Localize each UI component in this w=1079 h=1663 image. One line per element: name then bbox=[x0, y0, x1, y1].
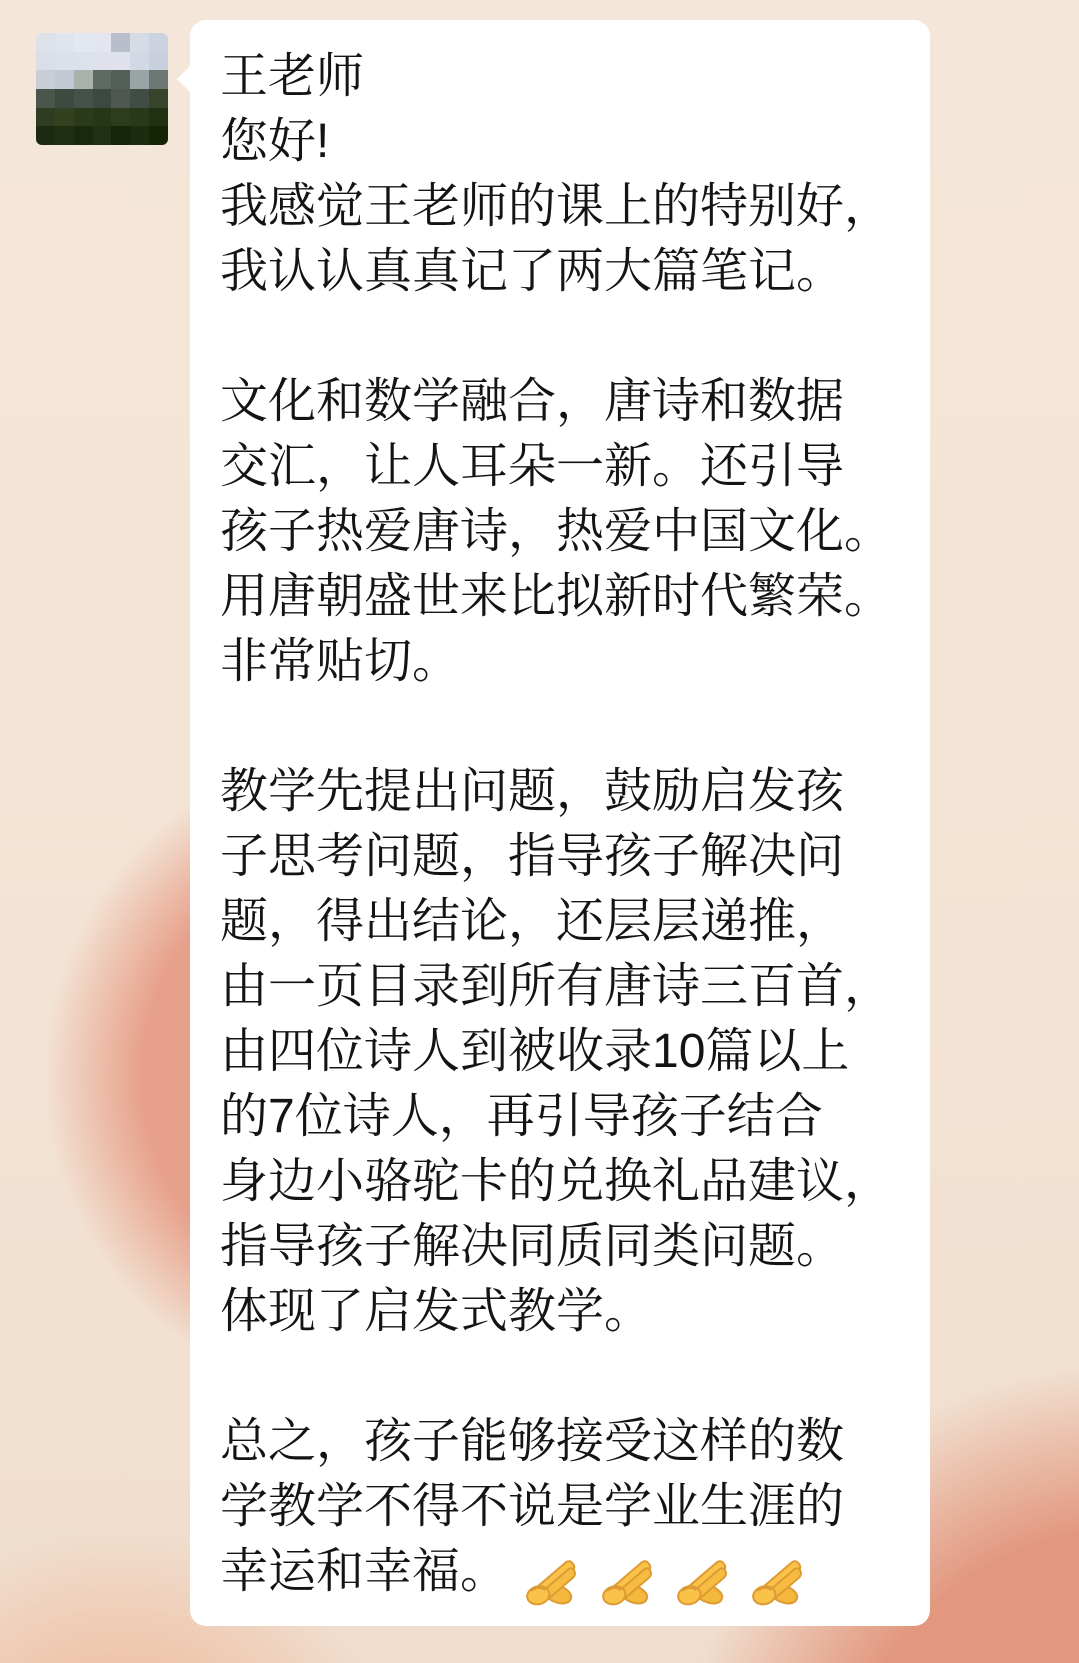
avatar-pixel bbox=[149, 52, 168, 71]
message-line bbox=[220, 1279, 902, 1344]
message-line bbox=[220, 1084, 902, 1149]
message-line-text: 指导孩子解决同质同类问题。 bbox=[220, 1220, 845, 1273]
folded-hands-emoji bbox=[674, 1554, 732, 1606]
message-line-text: 的7位诗人，再引导孩子结合 bbox=[220, 1090, 823, 1143]
avatar-pixel bbox=[36, 33, 55, 52]
avatar-pixel bbox=[149, 126, 168, 145]
message-line-text: 非常贴切。 bbox=[220, 635, 461, 688]
avatar-pixel bbox=[36, 89, 55, 108]
message-line bbox=[220, 1474, 902, 1539]
message-line-text: 体现了启发式教学。 bbox=[220, 1285, 653, 1338]
folded-hands-emoji bbox=[599, 1554, 657, 1606]
avatar-pixel bbox=[74, 52, 93, 71]
message-line-text: 我认认真真记了两大篇笔记。 bbox=[220, 245, 845, 298]
avatar-pixel bbox=[111, 108, 130, 127]
message-line bbox=[220, 1019, 902, 1084]
folded-hands-emoji bbox=[749, 1554, 807, 1606]
message-line-text: 您好! bbox=[220, 115, 330, 168]
message-line bbox=[220, 759, 902, 824]
avatar-pixel bbox=[111, 126, 130, 145]
message-line bbox=[220, 239, 902, 304]
avatar-pixel bbox=[36, 126, 55, 145]
avatar-pixel bbox=[149, 108, 168, 127]
message-line-text: 由四位诗人到被收录10篇以上 bbox=[220, 1025, 850, 1078]
message-line bbox=[220, 1539, 902, 1604]
message-line bbox=[220, 109, 902, 174]
avatar-pixel bbox=[130, 89, 149, 108]
avatar-pixel bbox=[130, 52, 149, 71]
message-line-text: 总之，孩子能够接受这样的数 bbox=[220, 1415, 845, 1468]
message-line-text: 教学先提出问题，鼓励启发孩 bbox=[220, 765, 845, 818]
avatar-pixel bbox=[74, 70, 93, 89]
sender-avatar[interactable] bbox=[36, 33, 168, 145]
message-line bbox=[220, 44, 902, 109]
avatar-pixel bbox=[55, 108, 74, 127]
message-line-text: 由一页目录到所有唐诗三百首， bbox=[220, 960, 893, 1013]
avatar-pixel bbox=[111, 33, 130, 52]
avatar-pixel bbox=[149, 70, 168, 89]
avatar-pixel bbox=[55, 33, 74, 52]
message-line bbox=[220, 564, 902, 629]
avatar-pixel bbox=[55, 89, 74, 108]
message-line bbox=[220, 1214, 902, 1279]
avatar-pixel bbox=[74, 108, 93, 127]
avatar-pixel bbox=[93, 108, 112, 127]
avatar-pixel bbox=[36, 52, 55, 71]
avatar-pixel bbox=[111, 89, 130, 108]
message-line-text: 文化和数学融合，唐诗和数据 bbox=[220, 375, 845, 428]
message-line-text: 学教学不得不说是学业生涯的 bbox=[220, 1480, 845, 1533]
message-line-text: 身边小骆驼卡的兑换礼品建议， bbox=[220, 1155, 893, 1208]
message-line bbox=[220, 954, 902, 1019]
avatar-pixel bbox=[93, 89, 112, 108]
message-line bbox=[220, 1149, 902, 1214]
message-line-text: 用唐朝盛世来比拟新时代繁荣。 bbox=[220, 570, 893, 623]
message-line bbox=[220, 174, 902, 239]
message-line-text: 交汇，让人耳朵一新。还引导 bbox=[220, 440, 845, 493]
message-line bbox=[220, 499, 902, 564]
message-line-text: 题，得出结论，还层层递推， bbox=[220, 895, 845, 948]
folded-hands-emoji bbox=[523, 1554, 581, 1606]
message-line bbox=[220, 369, 902, 434]
avatar-pixel bbox=[111, 70, 130, 89]
message-line bbox=[220, 1409, 902, 1474]
message-line bbox=[220, 889, 902, 954]
avatar-pixel bbox=[36, 70, 55, 89]
avatar-pixel bbox=[130, 70, 149, 89]
bubble-tail bbox=[177, 64, 192, 94]
avatar-pixel bbox=[130, 33, 149, 52]
message-line bbox=[220, 434, 902, 499]
message-bubble[interactable] bbox=[190, 20, 930, 1626]
avatar-pixel bbox=[93, 126, 112, 145]
avatar-pixel bbox=[55, 52, 74, 71]
message-line-text: 子思考问题，指导孩子解决问 bbox=[220, 830, 845, 883]
message-line-text: 王老师 bbox=[220, 50, 365, 103]
avatar-pixel bbox=[111, 52, 130, 71]
avatar-pixel bbox=[74, 33, 93, 52]
avatar-pixel bbox=[149, 89, 168, 108]
message-text bbox=[220, 44, 902, 1604]
avatar-pixel bbox=[93, 52, 112, 71]
message-line bbox=[220, 304, 902, 369]
message-line-text: 孩子热爱唐诗，热爱中国文化。 bbox=[220, 505, 893, 558]
avatar-pixel bbox=[55, 70, 74, 89]
avatar-pixel bbox=[149, 33, 168, 52]
avatar-pixel bbox=[130, 126, 149, 145]
message-line bbox=[220, 694, 902, 759]
avatar-pixel bbox=[36, 108, 55, 127]
message-line-text: 我感觉王老师的课上的特别好， bbox=[220, 180, 893, 233]
avatar-pixel bbox=[93, 70, 112, 89]
message-line-text: 幸运和幸福。 bbox=[220, 1545, 509, 1598]
message-line bbox=[220, 1344, 902, 1409]
avatar-pixel bbox=[130, 108, 149, 127]
avatar-pixel bbox=[74, 89, 93, 108]
avatar-pixel bbox=[93, 33, 112, 52]
message-line bbox=[220, 824, 902, 889]
avatar-pixel bbox=[74, 126, 93, 145]
avatar-pixel bbox=[55, 126, 74, 145]
message-line bbox=[220, 629, 902, 694]
